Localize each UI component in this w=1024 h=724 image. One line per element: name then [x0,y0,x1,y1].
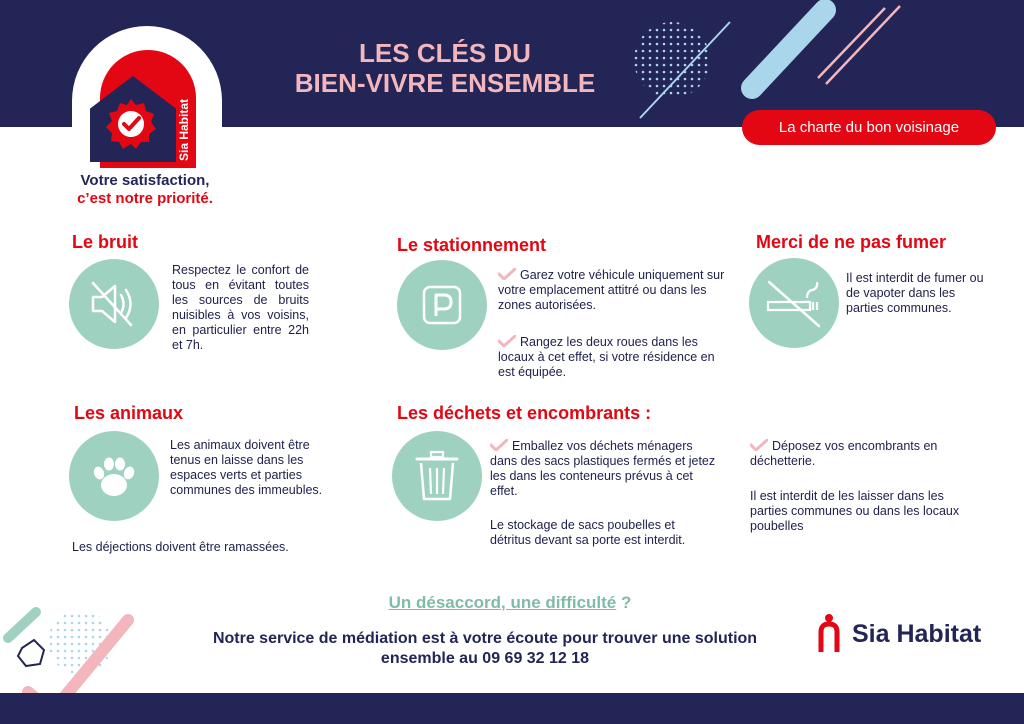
trash-bin-icon [392,431,482,521]
check-badge-icon [103,96,159,152]
section-title-animaux: Les animaux [74,403,184,423]
brand-name: Sia Habitat [852,620,982,648]
page-title-line1: LES CLÉS DU [359,38,531,68]
logo-vertical-label [176,95,193,165]
section-title-stationnement: Le stationnement [397,235,547,255]
stationnement-item2-text: Rangez les deux roues dans les locaux à cet effet, si votre résidence en est équipée. [498,335,715,379]
check-icon [498,268,516,280]
no-smoking-icon [749,258,839,348]
dechets-item3 [750,439,970,469]
slogan-line1: Votre satisfaction, [80,172,210,189]
mediation-question-underlined: Un désaccord, une difficulté [388,593,617,612]
check-icon [490,439,508,451]
header-decoration [620,0,1024,127]
dechets-text2: Le stockage de sacs poubelles et détritus devant sa porte est interdit. [490,518,686,547]
mediation-question [300,593,720,613]
dechets-text4: Il est interdit de les laisser dans les parties communes ou dans les locaux poubelles [750,489,960,533]
page-title [270,38,620,98]
mediation-text [170,629,800,669]
mediation-line2: ensemble au 09 69 32 12 18 [380,650,590,667]
section-title-dechets: Les déchets et encombrants : [397,403,652,423]
paw-icon [69,431,159,521]
check-icon [750,439,768,451]
mediation-question-mark: ? [616,593,632,612]
animaux-note: Les déjections doivent être ramassées. [72,540,289,554]
section-title-bruit: Le bruit [72,232,138,252]
dechets-item1-text: Emballez vos déchets ménagers dans des sacs plastiques fermés et jetez les dans les conteneurs prévus à cet effet. [490,439,716,498]
section-title-fumer: Merci de ne pas fumer [756,232,947,252]
page-title-line2: BIEN-VIVRE ENSEMBLE [294,68,596,98]
animaux-text: Les animaux doivent être tenus en laisse dans les espaces verts et parties communes des immeubles. [170,438,323,497]
speaker-muted-icon [69,259,159,349]
charter-badge: La charte du bon voisinage [742,110,996,145]
bruit-text: Respectez le confort de tous en évitant toutes les sources de bruits nuisibles à vos voisins, en particulier entre 22h et 7h. [172,263,309,352]
logo-vertical-text: Sia Habitat [177,99,191,162]
stationnement-item1 [498,268,726,313]
check-icon [498,335,516,347]
stationnement-item1-text: Garez votre véhicule uniquement sur votre emplacement attitré ou dans les zones autorisées. [498,268,725,312]
slogan [58,172,232,208]
fumer-text: Il est interdit de fumer ou de vapoter dans les parties communes. [846,271,984,315]
parking-icon [397,260,487,350]
dechets-item1 [490,439,722,499]
mediation-line1: Notre service de médiation est à votre écoute pour trouver une solution [212,630,758,647]
dechets-item3-text: Déposez vos encombrants en déchetterie. [750,439,938,468]
stationnement-item2 [498,335,718,380]
slogan-line2: c’est notre priorité. [77,190,213,207]
footer-band [0,693,1024,724]
